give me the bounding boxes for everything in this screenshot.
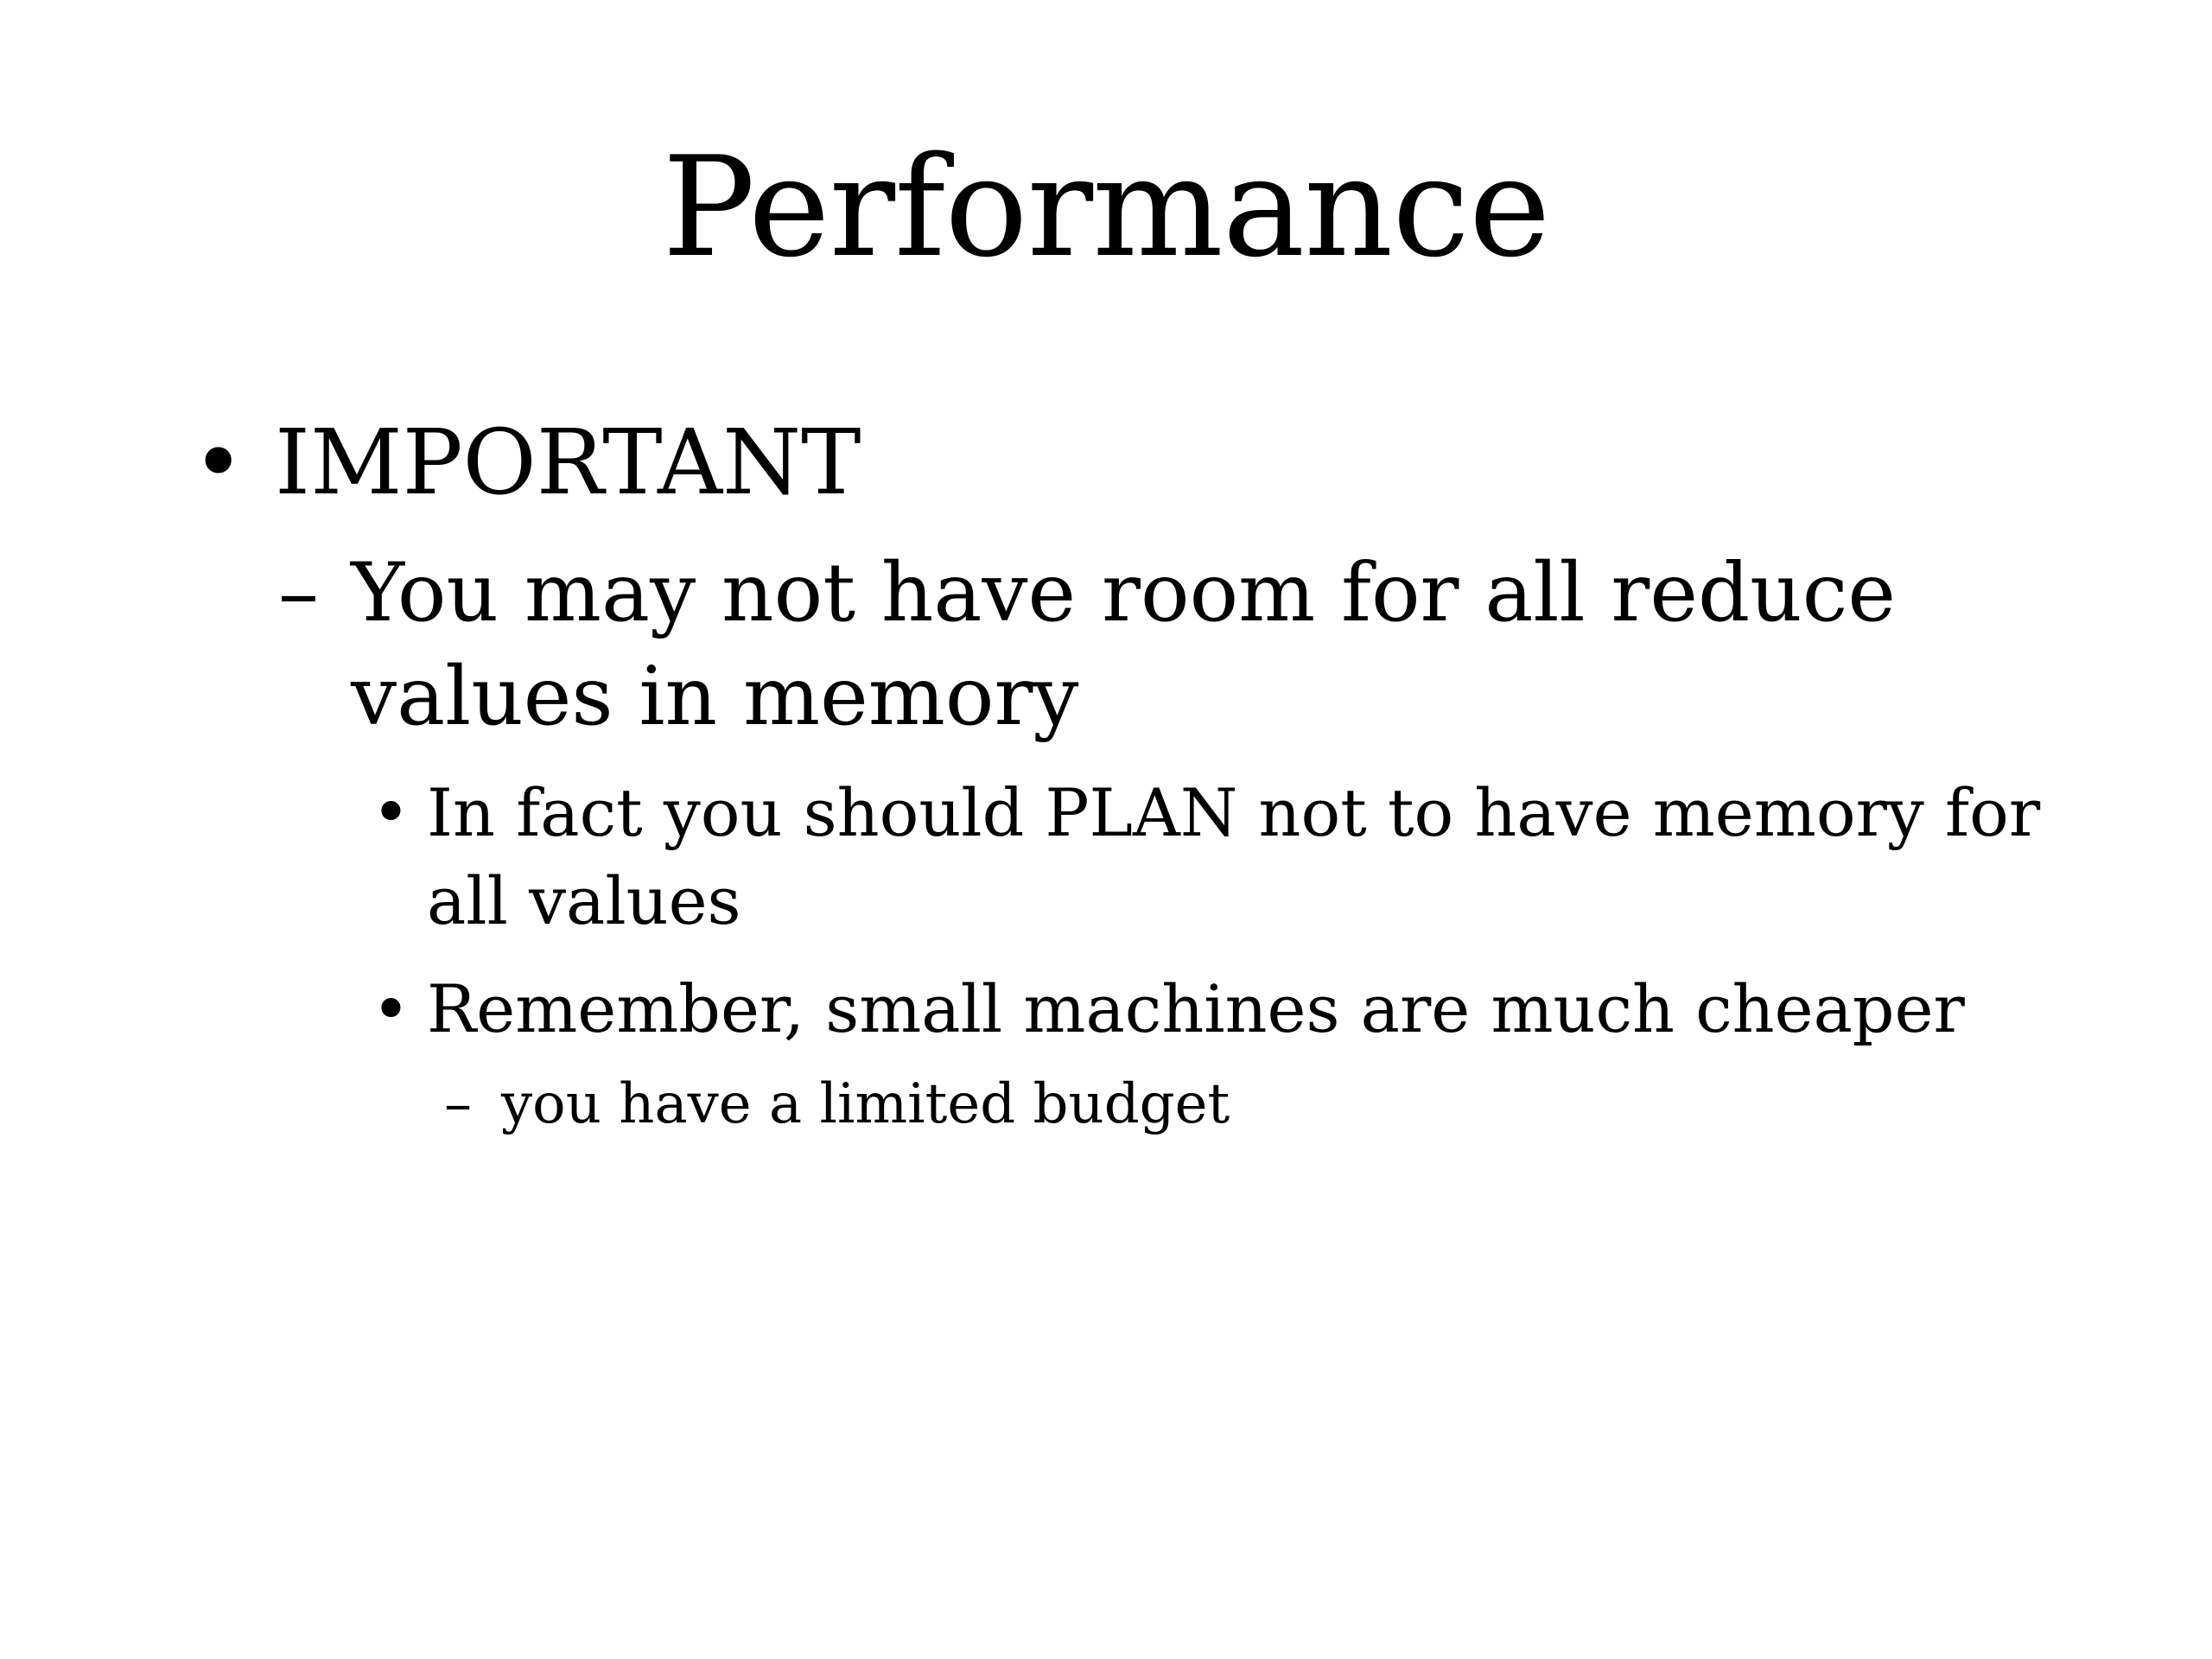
dash-marker: – xyxy=(444,1072,472,1136)
bullet-marker: • xyxy=(192,410,245,515)
bullet-text: You may not have room for all reduce values in memory xyxy=(351,546,1896,744)
dash-marker: – xyxy=(278,546,319,640)
bullet-text: In fact you should PLAN not to have memory for all values xyxy=(427,774,2041,939)
bullet-marker: • xyxy=(372,773,410,850)
bullet-text: you have a limited budget xyxy=(501,1072,1230,1136)
bullet-marker: • xyxy=(372,970,410,1047)
bullet-text: IMPORTANT xyxy=(275,410,861,515)
bullet-text: Remember, small machines are much cheaper xyxy=(427,970,1965,1047)
slide-title: Performance xyxy=(662,126,1550,288)
